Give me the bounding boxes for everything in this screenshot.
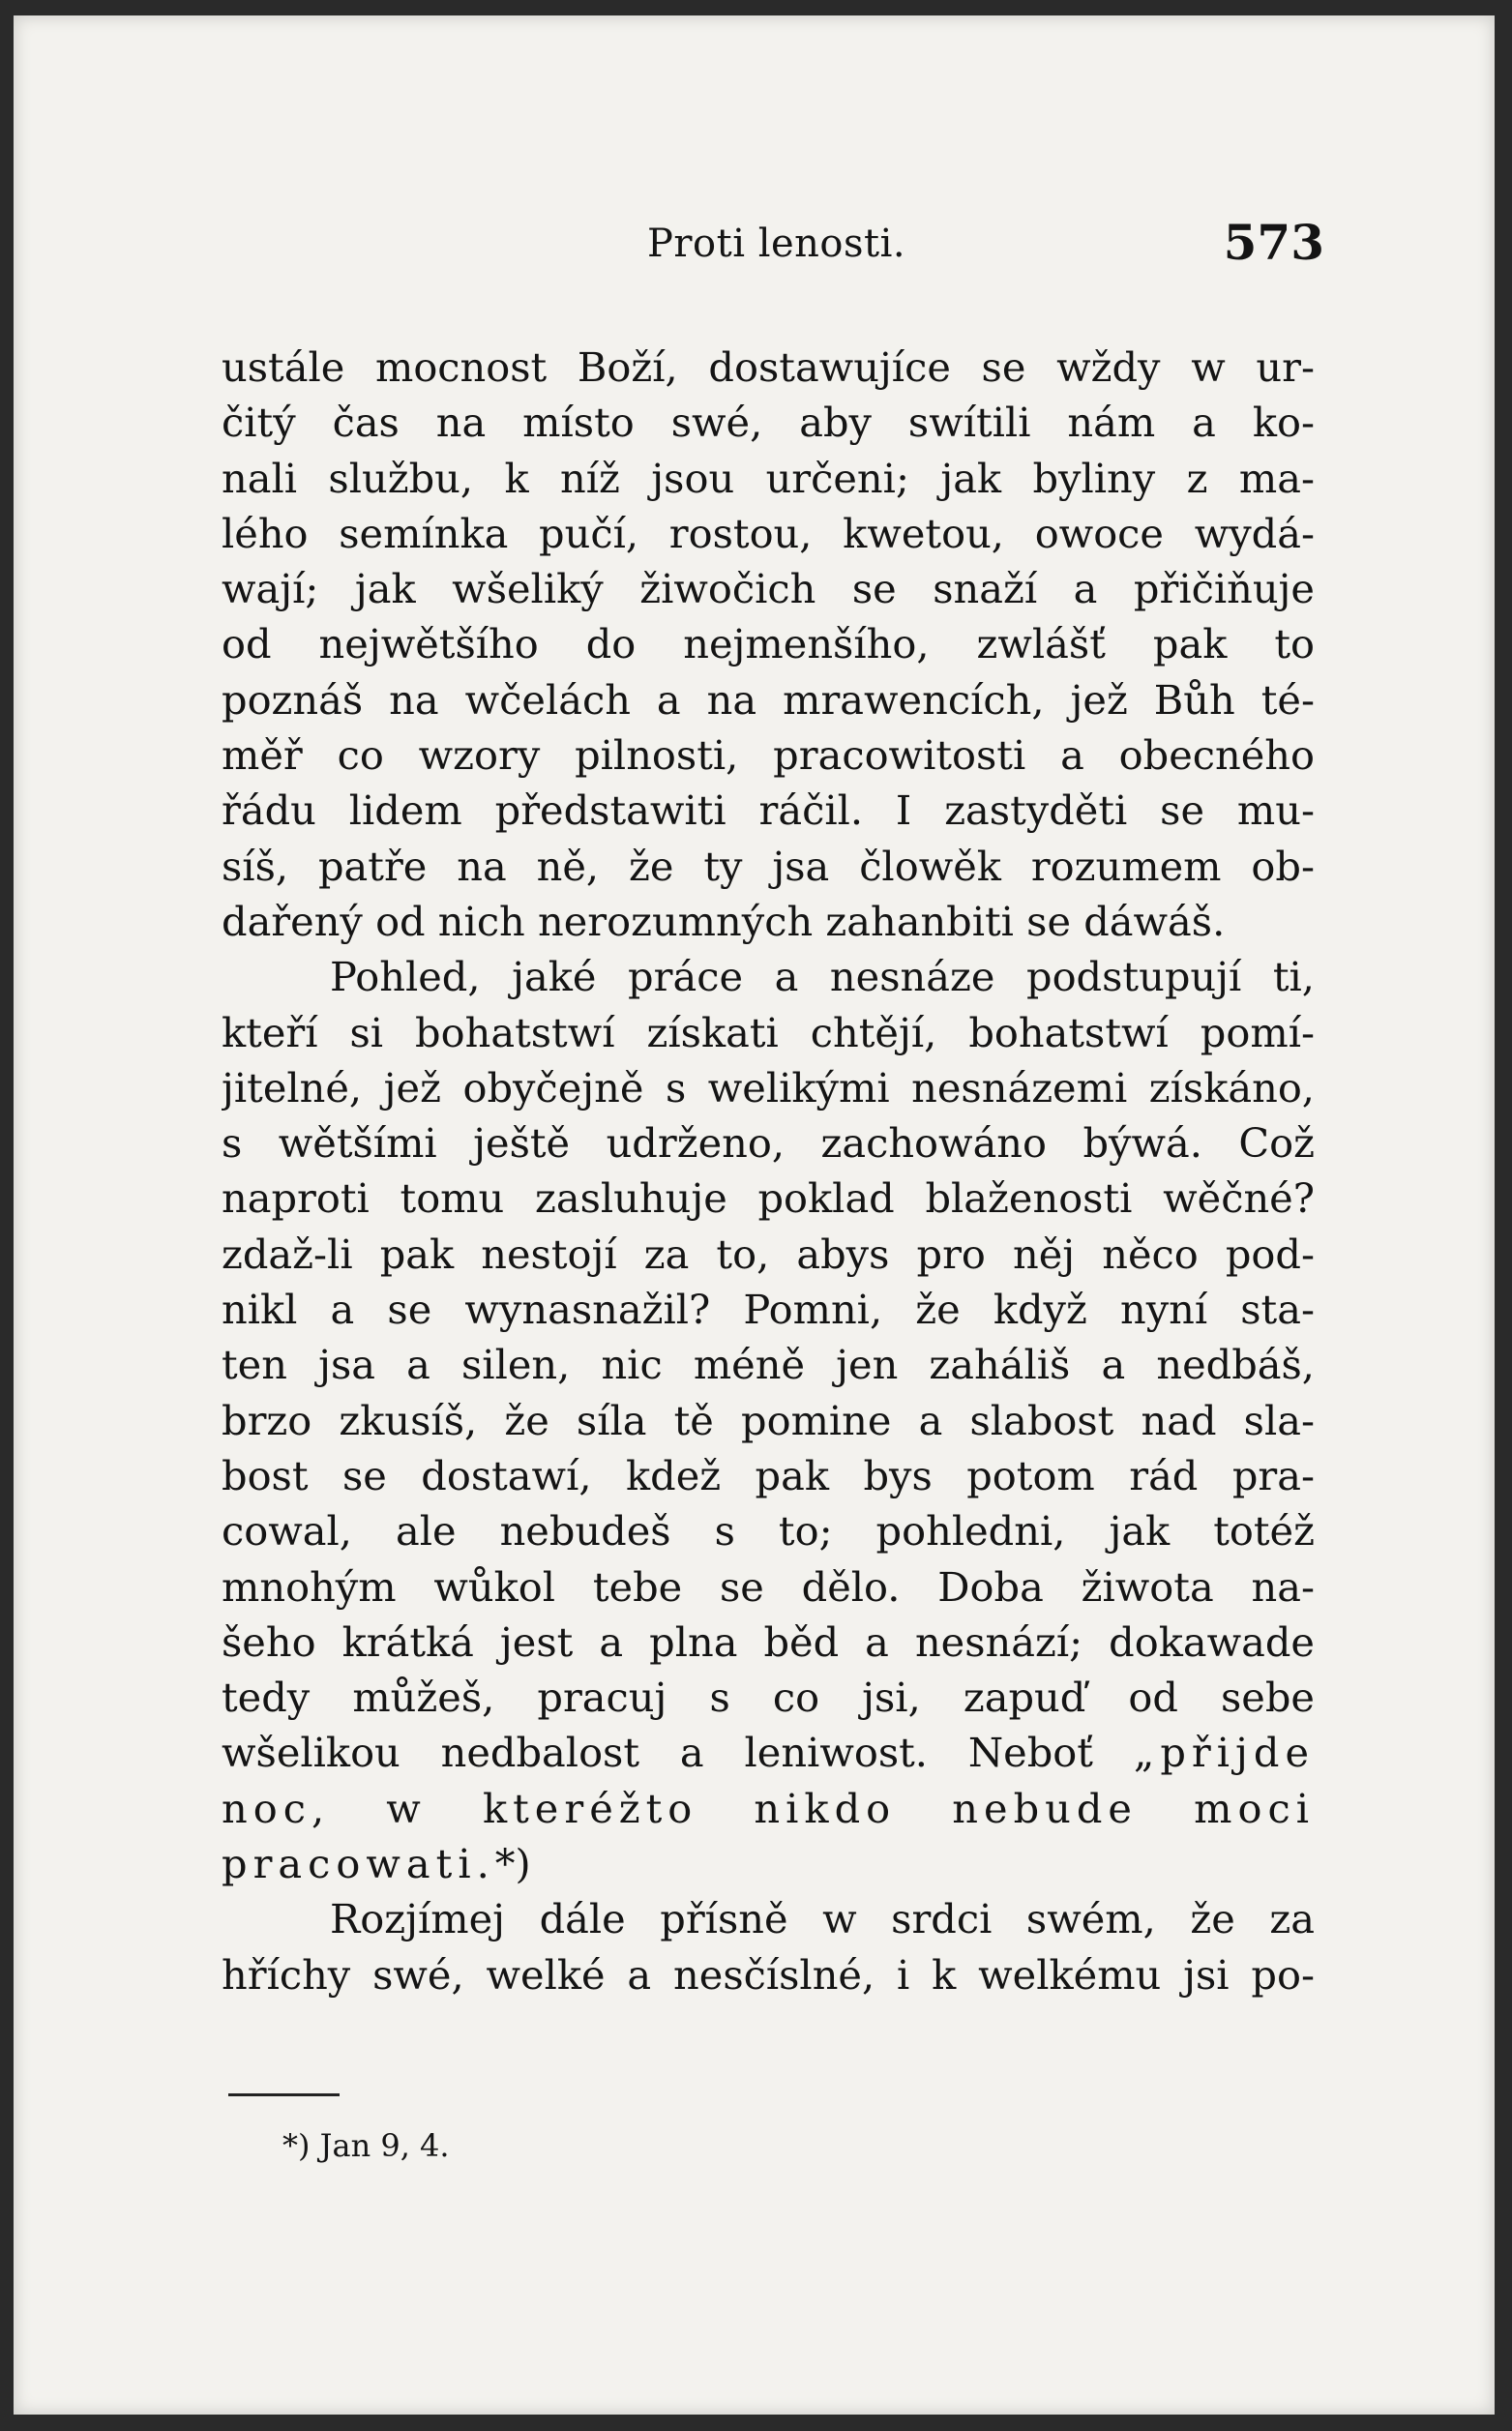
text-line: cowal, ale nebudeš s to; pohledni, jak totéž (222, 1507, 1315, 1556)
text-line: kteří si bohatstwí získati chtějí, bohatstwí pomí- (222, 1008, 1315, 1056)
text-line-spaced (222, 1836, 1315, 1891)
text-line (222, 1725, 1315, 1780)
text-line: dařený od nich nerozumných zahanbiti se dáwáš. (222, 897, 1226, 945)
text-line: čitý čas na místo swé, aby swítili nám a ko- (222, 399, 1315, 447)
footnote-marker: *) (494, 1840, 531, 1888)
text-line: s wětšími ještě udrženo, zachowáno býwá. Což (222, 1119, 1315, 1168)
text-line: síš, patře na ně, že ty jsa člowěk rozumem ob- (222, 842, 1315, 890)
footnote-rule (228, 2093, 340, 2096)
quote-start: „přijde (1133, 1729, 1315, 1777)
text-line: zdaž-li pak nestojí za to, abys pro něj něco pod- (222, 1230, 1315, 1278)
paragraph-start-line: Pohled, jaké práce a nesnáze podstupují ti, (330, 953, 1315, 1001)
text-line: ten jsa a silen, nic méně jen zaháliš a nedbáš, (222, 1341, 1315, 1389)
page-header (231, 214, 1324, 282)
running-title: Proti lenosti. (647, 222, 906, 266)
text-line: jitelné, jež obyčejně s welikými nesnázemi získáno, (222, 1063, 1315, 1112)
text-line: tedy můžeš, pracuj s co jsi, zapuď od sebe (222, 1674, 1315, 1722)
text-segment: pracowati. (222, 1840, 495, 1888)
text-segment: wšelikou nedbalost a leniwost. Neboť (222, 1729, 1093, 1777)
text-line: wají; jak wšeliký žiwočich se snaží a přičiňuje (222, 565, 1315, 613)
footnote: *) Jan 9, 4. (282, 2127, 450, 2164)
paragraph-start-line: Rozjímej dále přísně w srdci swém, že za (330, 1895, 1315, 1943)
text-line: řádu lidem předstawiti ráčil. I zastyděti se mu- (222, 786, 1315, 835)
text-line: nikl a se wynasnažil? Pomni, že když nyní sta- (222, 1286, 1315, 1334)
page-number: 573 (1223, 214, 1324, 271)
text-line: měř co wzory pilnosti, pracowitosti a obecného (222, 731, 1315, 780)
text-line: ustále mocnost Boží, dostawujíce se wždy w ur- (222, 343, 1315, 391)
text-line: nali službu, k níž jsou určeni; jak byliny z ma- (222, 454, 1315, 502)
text-line-spaced: noc, w kteréžto nikdo nebude moci (222, 1784, 1315, 1832)
text-line: mnohým wůkol tebe se dělo. Doba žiwota na- (222, 1562, 1315, 1611)
text-line: hříchy swé, welké a nesčíslné, i k welkému jsi po- (222, 1950, 1315, 1999)
text-line: brzo zkusíš, že síla tě pomine a slabost nad sla- (222, 1396, 1315, 1444)
book-page (14, 15, 1495, 2415)
text-line: bost se dostawí, kdež pak bys potom rád pra- (222, 1451, 1315, 1499)
text-line: poznáš na wčelách a na mrawencích, jež Bůh té- (222, 675, 1315, 724)
text-line: naproti tomu zasluhuje poklad blaženosti wěčné? (222, 1174, 1315, 1223)
text-line: šeho krátká jest a plna běd a nesnází; dokawade (222, 1617, 1315, 1666)
text-line: lého semínka pučí, rostou, kwetou, owoce wydá- (222, 509, 1315, 557)
text-line: od nejwětšího do nejmenšího, zwlášť pak to (222, 620, 1315, 668)
body-text (222, 340, 1315, 2002)
